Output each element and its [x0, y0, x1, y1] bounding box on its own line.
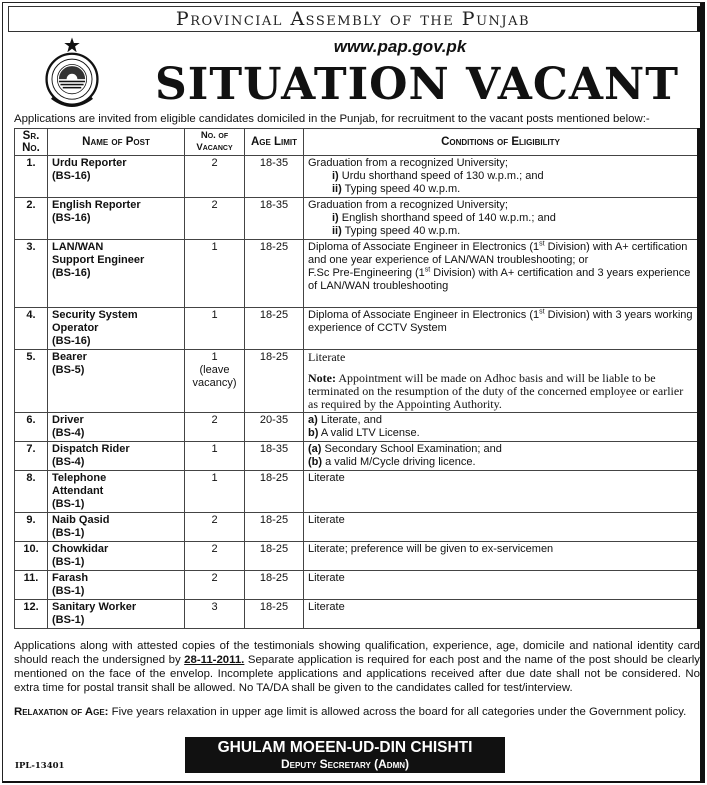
- post-name-line: (BS-4): [52, 456, 85, 468]
- age-limit: 18-35: [245, 156, 304, 198]
- post-name: [48, 350, 185, 413]
- post-name-line: (BS-1): [52, 614, 85, 626]
- serial-number: 12.: [15, 600, 48, 629]
- post-name-line: Farash: [52, 572, 89, 584]
- condition-line: [308, 157, 693, 170]
- column-header-label: No. of Vacancy: [196, 130, 233, 153]
- org-title: Provincial Assembly of the Punjab: [8, 6, 701, 32]
- post-name-line: Operator: [52, 322, 99, 334]
- age-limit: 18-35: [245, 198, 304, 240]
- vacancy-count: [185, 571, 245, 600]
- post-name: [48, 308, 185, 350]
- eligibility-conditions: [304, 156, 699, 198]
- condition-line: [308, 427, 693, 440]
- column-header: [185, 129, 245, 156]
- condition-line: [308, 225, 693, 238]
- post-name: [48, 442, 185, 471]
- post-name-line: English Reporter: [52, 199, 141, 211]
- condition-text-cont: Division) with 3 years working experience of CCTV System: [308, 309, 693, 334]
- headline: SITUATION VACANT: [154, 59, 680, 110]
- condition-line: [308, 514, 693, 527]
- post-name-line: Driver: [52, 414, 84, 426]
- condition-text: Urdu shorthand speed of 130 w.p.m.; and: [338, 170, 544, 182]
- eligibility-conditions: [304, 442, 699, 471]
- vacancy-count: [185, 308, 245, 350]
- condition-line: [308, 472, 693, 485]
- condition-line: [308, 572, 693, 585]
- table-row: [15, 513, 699, 542]
- post-name: [48, 571, 185, 600]
- vacancy-line: 1: [211, 351, 218, 363]
- vacancy-count: [185, 413, 245, 442]
- serial-number: 11.: [15, 571, 48, 600]
- ordinal-suffix: st: [539, 308, 545, 316]
- serial-number: 8.: [15, 471, 48, 513]
- deadline-date: 28-11-2011.: [184, 654, 245, 666]
- vacancy-count: [185, 350, 245, 413]
- age-limit: 18-25: [245, 240, 304, 308]
- eligibility-conditions: [304, 308, 699, 350]
- age-limit: 18-35: [245, 442, 304, 471]
- condition-text: Diploma of Associate Engineer in Electronics (1: [308, 309, 540, 321]
- condition-text: English shorthand speed of 140 w.p.m.; and: [338, 212, 556, 224]
- vacancy-count: [185, 471, 245, 513]
- ordinal-suffix: st: [424, 266, 431, 274]
- condition-text: Literate: [308, 514, 345, 526]
- condition-label: i): [332, 212, 339, 224]
- condition-text-cont: Division) with A+ certification and one year experience of LAN/WAN troubleshooting; or: [308, 241, 688, 266]
- post-name-line: (BS-16): [52, 170, 91, 182]
- website-url: www.pap.gov.pk: [333, 37, 467, 56]
- table-row: [15, 240, 699, 308]
- eligibility-conditions: [304, 240, 699, 308]
- vacancy-line: 2: [211, 514, 218, 526]
- condition-text: A valid LTV License.: [318, 427, 420, 439]
- eligibility-conditions: [304, 198, 699, 240]
- condition-line: [308, 543, 693, 556]
- condition-label: (b): [308, 456, 323, 468]
- condition-text: Literate, and: [317, 414, 382, 426]
- ordinal-suffix: st: [539, 240, 545, 248]
- post-name-line: (BS-1): [52, 556, 85, 568]
- column-header: [15, 129, 48, 156]
- serial-number: 10.: [15, 542, 48, 571]
- post-name-line: (BS-1): [52, 498, 85, 510]
- condition-line: [308, 241, 693, 267]
- post-name-line: Attendant: [52, 485, 104, 497]
- signature-block: [185, 737, 505, 773]
- relaxation-label: Relaxation of Age:: [14, 706, 109, 718]
- eligibility-conditions: [304, 542, 699, 571]
- age-limit: 18-25: [245, 600, 304, 629]
- eligibility-conditions: [304, 600, 699, 629]
- vacancy-count: [185, 156, 245, 198]
- post-name: [48, 156, 185, 198]
- condition-text: Literate: [308, 350, 346, 364]
- table-row: [15, 350, 699, 413]
- condition-text: Literate; preference will be given to ex-servicemen: [308, 543, 554, 555]
- post-name-line: Dispatch Rider: [52, 443, 130, 455]
- serial-number: 1.: [15, 156, 48, 198]
- vacancy-line: 2: [211, 414, 218, 426]
- post-name-line: Security System: [52, 309, 138, 321]
- post-name-line: (BS-1): [52, 585, 85, 597]
- eligibility-conditions: [304, 413, 699, 442]
- vacancy-count: [185, 542, 245, 571]
- condition-line: [308, 212, 693, 225]
- condition-text: Literate: [308, 572, 345, 584]
- column-header: [245, 129, 304, 156]
- post-name: [48, 240, 185, 308]
- condition-text: Diploma of Associate Engineer in Electronics (1: [308, 241, 540, 253]
- post-name: [48, 542, 185, 571]
- table-row: [15, 198, 699, 240]
- vacancy-count: [185, 513, 245, 542]
- condition-text: Typing speed 40 w.p.m.: [341, 225, 461, 237]
- table-header-row: [15, 129, 699, 156]
- instructions-text-cont: Separate application is required for each post and the name of the post should be clearly mentioned on the face of the envelop. Incomplete applications and applications received after due date shall not be considered. No extra time for postal transit shall be allowed. No TA/DA shall be given to the candidates called for test/interview.: [14, 654, 700, 694]
- age-limit: 18-25: [245, 308, 304, 350]
- age-limit: 18-25: [245, 513, 304, 542]
- post-name-line: Chowkidar: [52, 543, 109, 555]
- eligibility-conditions: [304, 471, 699, 513]
- post-name-line: (BS-16): [52, 212, 91, 224]
- condition-text-cont: Division) with A+ certification and 3 years experience of LAN/WAN troubleshooting: [308, 267, 691, 292]
- condition-line: [308, 456, 693, 469]
- vacancy-count: [185, 442, 245, 471]
- serial-number: 6.: [15, 413, 48, 442]
- column-header-label: Sr. No.: [22, 130, 40, 154]
- condition-text: Typing speed 40 w.p.m.: [341, 183, 461, 195]
- vacancy-line: 2: [211, 157, 218, 169]
- vacancy-line: 1: [211, 472, 218, 484]
- condition-line: [308, 414, 693, 427]
- post-name-line: Urdu Reporter: [52, 157, 127, 169]
- table-row: [15, 542, 699, 571]
- age-limit: 18-25: [245, 350, 304, 413]
- condition-label: b): [308, 427, 319, 439]
- condition-label: ii): [332, 225, 342, 237]
- condition-text: a valid M/Cycle driving licence.: [322, 456, 476, 468]
- vacancy-line: 2: [211, 199, 218, 211]
- instructions-text: Applications along with attested copies of the testimonials showing qualification, experience, age, domicile and national identity card should reach the undersigned by: [14, 640, 700, 666]
- condition-text: Secondary School Examination; and: [321, 443, 502, 455]
- vacancy-line: vacancy): [192, 377, 237, 389]
- post-name: [48, 198, 185, 240]
- age-limit: 18-25: [245, 542, 304, 571]
- relaxation-text: Five years relaxation in upper age limit is allowed across the board for all categories under the Government policy.: [108, 706, 687, 718]
- vacancy-table: [14, 128, 700, 629]
- serial-number: 9.: [15, 513, 48, 542]
- post-name-line: Naib Qasid: [52, 514, 110, 526]
- column-header: [304, 129, 699, 156]
- eligibility-conditions: [304, 350, 699, 413]
- application-instructions: [14, 639, 700, 695]
- footer-bottom: [14, 737, 700, 777]
- condition-text: Appointment will be made on Adhoc basis and will be liable to be terminated on the resumption of the duty of the concerned employee or earlier as required by the Appointing Authority.: [308, 371, 684, 411]
- serial-number: 7.: [15, 442, 48, 471]
- condition-line: [308, 199, 693, 212]
- vacancy-count: [185, 600, 245, 629]
- condition-line: [308, 170, 693, 183]
- table-row: [15, 308, 699, 350]
- serial-number: 5.: [15, 350, 48, 413]
- vacancy-line: 1: [211, 443, 218, 455]
- post-name-line: (BS-16): [52, 335, 91, 347]
- eligibility-conditions: [304, 513, 699, 542]
- eligibility-conditions: [304, 571, 699, 600]
- vacancy-line: (leave: [199, 364, 230, 376]
- condition-line: [308, 443, 693, 456]
- condition-text: Graduation from a recognized University;: [308, 199, 508, 211]
- table-row: [15, 156, 699, 198]
- post-name: [48, 413, 185, 442]
- condition-text: Literate: [308, 601, 345, 613]
- post-name: [48, 513, 185, 542]
- condition-label: a): [308, 414, 318, 426]
- column-header-label: Name of Post: [82, 136, 150, 148]
- vacancy-line: 2: [211, 543, 218, 555]
- column-header-label: Age Limit: [250, 136, 298, 148]
- table-row: [15, 471, 699, 513]
- condition-text: Literate: [308, 472, 345, 484]
- post-name-line: Sanitary Worker: [52, 601, 137, 613]
- table-row: [15, 600, 699, 629]
- post-name-line: (BS-16): [52, 267, 91, 279]
- condition-line: [308, 601, 693, 614]
- table-row: [15, 413, 699, 442]
- intro-text: Applications are invited from eligible candidates domiciled in the Punjab, for recruitment to the vacant posts mentioned below:-: [14, 113, 650, 125]
- table-row: [15, 442, 699, 471]
- condition-text: Graduation from a recognized University;: [308, 157, 508, 169]
- vacancy-line: 3: [211, 601, 218, 613]
- post-name-line: (BS-1): [52, 527, 85, 539]
- condition-label: i): [332, 170, 339, 182]
- vacancy-line: 1: [211, 241, 218, 253]
- condition-line: [308, 309, 693, 335]
- vacancy-line: 2: [211, 572, 218, 584]
- serial-number: 3.: [15, 240, 48, 308]
- serial-number: 4.: [15, 308, 48, 350]
- condition-line: [308, 351, 693, 364]
- vacancy-count: [185, 198, 245, 240]
- reference-number: IPL-13401: [15, 761, 65, 771]
- condition-text: F.Sc Pre-Engineering (1: [308, 267, 425, 279]
- post-name: [48, 600, 185, 629]
- condition-line: [308, 372, 693, 411]
- column-header: [48, 129, 185, 156]
- serial-number: 2.: [15, 198, 48, 240]
- signatory-title: Deputy Secretary (Admn): [281, 757, 409, 771]
- condition-label: Note:: [308, 371, 336, 385]
- post-name-line: (BS-4): [52, 427, 85, 439]
- condition-label: (a): [308, 443, 322, 455]
- age-limit: 20-35: [245, 413, 304, 442]
- age-relaxation: [14, 705, 700, 719]
- age-limit: 18-25: [245, 571, 304, 600]
- signatory-name: GHULAM MOEEN-UD-DIN CHISHTI: [217, 739, 473, 756]
- post-name-line: Telephone: [52, 472, 107, 484]
- post-name: [48, 471, 185, 513]
- post-name-line: Bearer: [52, 351, 87, 363]
- post-name-line: LAN/WAN: [52, 241, 104, 253]
- condition-line: [308, 183, 693, 196]
- column-header-label: Conditions of Eligibility: [441, 136, 560, 148]
- condition-line: [308, 267, 693, 293]
- vacancy-line: 1: [211, 309, 218, 321]
- vacancy-count: [185, 240, 245, 308]
- post-name-line: Support Engineer: [52, 254, 145, 266]
- condition-label: ii): [332, 183, 342, 195]
- table-row: [15, 571, 699, 600]
- age-limit: 18-25: [245, 471, 304, 513]
- post-name-line: (BS-5): [52, 364, 85, 376]
